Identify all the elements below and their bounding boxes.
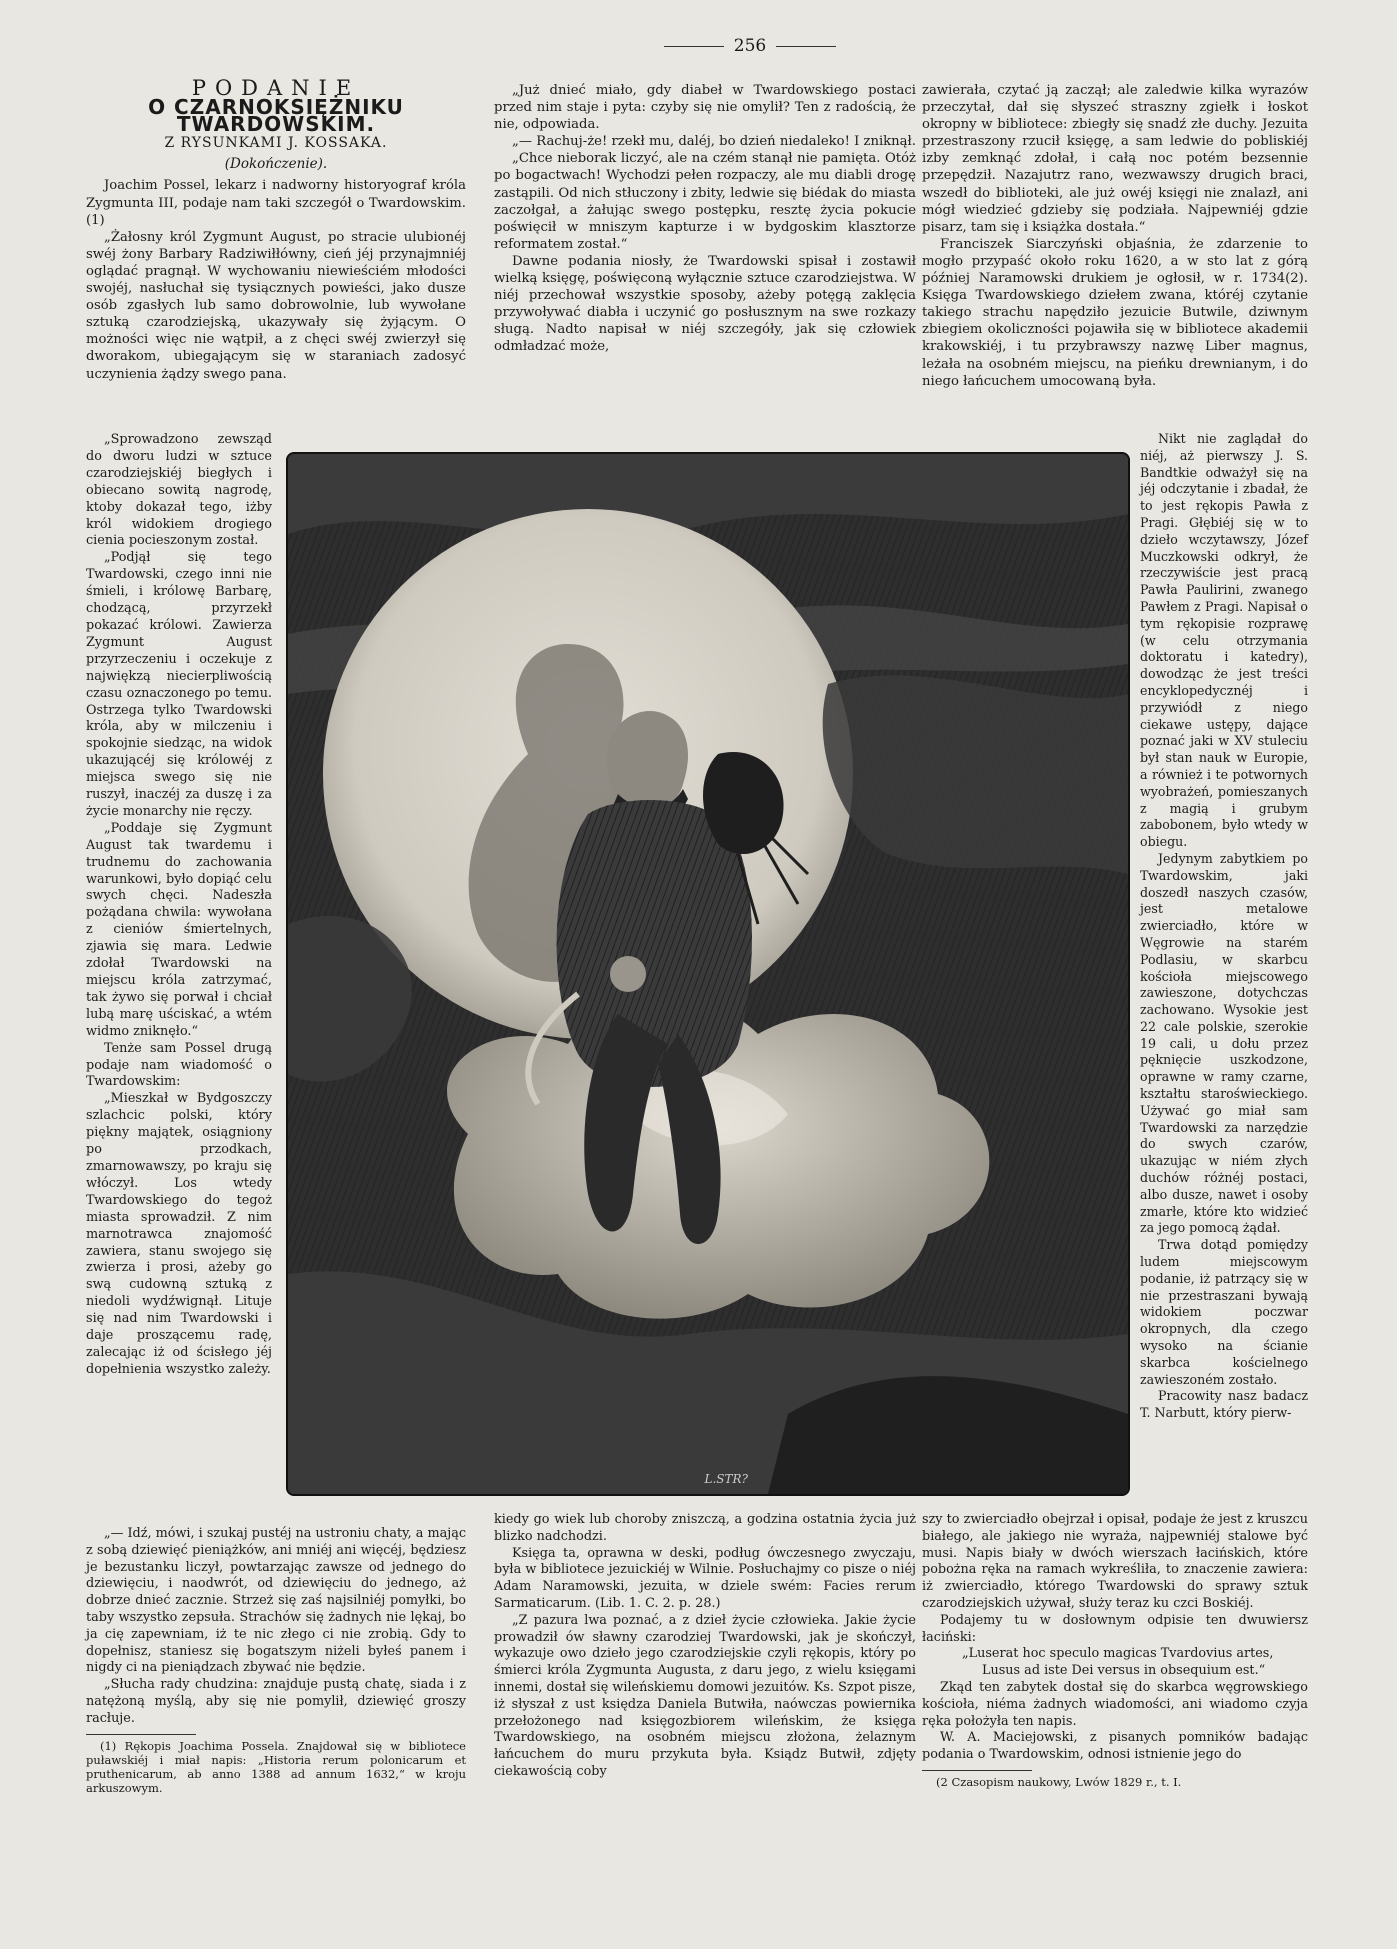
paragraph: Franciszek Siarczyński objaśnia, że zdarzenie to mogło przypaść około roku 1620, a w sto lat z górą później Naramowski drukiem je ogłosił, w r. 1734(2). Księga Twardowskiego dziełem zwana, któréj czytanie takiego strachu napędziło jezuicie Butwile, dziwnym zbiegiem okoliczności pojawiła się w bibliotece akademii krakowskiéj, i tu przybrawszy nazwę Liber magnus, leżała na osobném miejscu, na pieńku drewnianym, i do niego łańcuchem umocowaną była.: [922, 236, 1308, 389]
footnote-rule: [922, 1770, 1032, 1771]
paragraph: „Sprowadzono zewsząd do dworu ludzi w sztuce czarodziejskiéj biegłych i obiecano sowitą nagrodę, ktoby dokazał tego, iżby król widokiem drogiego cienia pocieszonym został.: [86, 432, 272, 549]
paragraph: Tenże sam Possel drugą podaje nam wiadomość o Twardowskim:: [86, 1040, 272, 1090]
column-3-narrow: [1140, 431, 1308, 1422]
paragraph: Nikt nie zaglądał do niéj, aż pierwszy J. S. Bandtkie odważył się na jéj odczytanie i zbadał, że to jest rękopis Pawła z Pragi. Głębiéj się w to dzieło wczytawszy, Józef Muczkowski odkrył, że rzeczywiście jest pracą Pawła Paulirini, zwanego Pawłem z Pragi. Napisał o tym rękopisie rozprawę (w celu otrzymania doktoratu i katedry), dowodząc że jest treści encyklopedycznéj i przywiódł z niego ciekawe ustępy, dające poznać jaki w XV stuleciu był stan nauk w Europie, a również i te potwornych wyobrażeń, pomieszanych z magią i grubym zabobonem, było wtedy w obiegu.: [1140, 431, 1308, 850]
paragraph: „Słucha rady chudzina: znajduje pustą chatę, siada i z natężoną myślą, aby się nie pomylił, dziewięć groszy racłuje.: [86, 1677, 466, 1726]
paragraph: Pracowity nasz badacz T. Narbutt, który pierw-: [1140, 1388, 1308, 1421]
footnote-rule: [86, 1734, 196, 1735]
title-line-1: PODANIE: [191, 76, 361, 100]
illustration-twardowski-moon: [286, 452, 1130, 1496]
page-number: 256: [620, 36, 880, 56]
paragraph: „Podjął się tego Twardowski, czego inni nie śmieli, i królowę Barbarę, chodzącą, przyrzekł pokazać królowi. Zawierza Zygmunt August przyrzeczeniu i oczekuje z najwiękzą niecierpliwością czasu oznaczonego po temu. Ostrzega tylko Twardowski króla, aby w milczeniu i spokojnie siedząc, na widok ukazującéj się królowéj z miejsca swego się nie ruszył, inaczéj za duszę i za życie monarchy nie ręczy.: [86, 550, 272, 819]
column-3-bottom: [922, 1512, 1308, 1789]
verse-line: „Luserat hoc speculo magicas Tvardovius artes,: [962, 1646, 1274, 1662]
paragraph: „Mieszkał w Bydgoszczy szlachcic polski, który piękny majątek, osiągniony po przodkach, zmarnowawszy, po kraju się włóczył. Los wtedy Twardowskiego do tegoż miasta sprowadził. Z nim marnotrawca znajomość zawiera, stanu swojego się zwierza i prosi, ażeby go swą cudowną sztuką z niedoli wydźwignął. Lituje się nad nim Twardowski i daje proszącemu radę, zalecając iż od ścisłego jéj dopełnienia wszystko zależy.: [86, 1091, 272, 1377]
paragraph: kiedy go wiek lub choroby zniszczą, a godzina ostatnia życia już blizko nadchodzi.: [494, 1512, 916, 1544]
paragraph: Zkąd ten zabytek dostał się do skarbca węgrowskiego kościoła, niéma żadnych wiadomości, ani wiadomo czyja ręka położyła ten napis.: [922, 1679, 1308, 1729]
paragraph: W. A. Maciejowski, z pisanych pomników badając podania o Twardowskim, odnosi istnienie jego do: [922, 1730, 1308, 1763]
paragraph: „Z pazura lwa poznać, a z dzieł życie człowieka. Jakie życie prowadził ów sławny czarodziej Twardowski, jak je skończył, wykazuje owo dzieło jego czarodziejskie czyli rękopis, który po śmierci króla Zygmunta Augusta, z daru jego, z wielu księgami innemi, dostał się wileńskiemu domowi jezuitów. Ks. Szpot pisze, iż słyszał z ust księdza Daniela Butwiła, naówczas powiernika przełożonego nad księgozbiorem wileńskim, że księga Twardowskiego, na osobném miejscu złożona, żelaznym łańcuchem do muru przykuta była. Ksiądz Butwił, zdjęty ciekawością coby: [494, 1612, 916, 1779]
paragraph: szy to zwierciadło obejrzał i opisał, podaje że jest z kruszcu białego, ale jakiego nie wyraża, najpewniéj stalowe być musi. Napis biały w dwóch wierszach łacińskich, które pobożna ręka na ramach wykreśliła, to znaczenie zawiera: iż zwierciadło, którego Twardowski do sprawy sztuk czarodziejskich używał, służy teraz ku czci Boskiéj.: [922, 1512, 1308, 1611]
paragraph: Dawne podania niosły, że Twardowski spisał i zostawił wielką księgę, poświęconą wyłącznie sztuce czarodziejstwa. W niéj przechował wszystkie sposoby, ażeby potęgą zaklęcia przywoływać diabła i uczynić go posłusznym na swe rozkazy sługą. Nadto napisał w niéj szczegóły, jak się człowiek odmładzać może,: [494, 253, 916, 355]
title-line-3: Z RYSUNKAMI J. KOSSAKA.: [164, 135, 388, 152]
paragraph: „Już dnieć miało, gdy diabeł w Twardowskiego postaci przed nim staje i pyta: czyby się nie omylił? Ten z radością, że nie, odpowiada.: [494, 83, 916, 133]
paragraph: zawierała, czytać ją zaczął; ale zaledwie kilka wyrazów przeczytał, dał się słyszeć straszny zgiełk i łoskot okropny w bibliotece: zbiegły się snadź złe duchy. Jezuita przestraszony rzucił księgę, a sam ledwie do pobliskiéj izby zemknąć zdołał, i całą noc potém bezsennie przepędził. Nazajutrz rano, wezwawszy drugich braci, wszedł do biblioteki, ale już owéj księgi nie znalazł, ani mógł wiedzieć gdzieby się podziała. Najpewniéj gdzie pisarz, tam się i książka dostała.“: [922, 83, 1308, 235]
paragraph: „— Idź, mówi, i szukaj pustéj na ustroniu chaty, a mając z sobą dziewięć pieniążków, ani mniéj ani więcéj, będziesz je bezustanku liczył, powtarzając zawsze od jednego do dziewięciu, i naodwrót, od dziewięciu do jednego, aż dobrze dnieć zacznie. Strzeż się zaś najsilniéj pomyłki, bo taby wszystko zepsuła. Strachów się żadnych nie lękaj, bo ja cię zapewniam, iż te nic złego ci nie zrobią. Gdy to dopełnisz, staniesz się bogatszym niżeli byłeś panem i nigdy ci na pieniądzach zbywać nie będzie.: [86, 1526, 466, 1676]
verse-line: Lusus ad iste Dei versus in obsequium est.“: [982, 1663, 1266, 1679]
paragraph: „Chce nieborak liczyć, ale na czém stanął nie pamięta. Otóż po bogactwach! Wychodzi pełen rozpaczy, ale mu diabli drogę zastąpili. Od nich stłuczony i zbity, ledwie się biédak do miasta zaczołgał, a żałując swego postępku, resztę życia pokucie poświęcił w mniszym kapturze i w bydgoskim klasztorze reformatem został.“: [494, 151, 916, 252]
engraving: [288, 454, 1128, 1494]
paragraph: „Poddaje się Zygmunt August tak twardemu i trudnemu do zachowania warunkowi, było dopiąć celu swych chęci. Nadeszła pożądana chwila: wywołana z cieniów śmiertelnych, zjawia się mara. Ledwie zdołał Twardowski na miejscu króla zatrzymać, tak żywo się porwał i chciał lubą marę uściskać, a wtém widmo zniknęło.“: [86, 820, 272, 1039]
paragraph: Trwa dotąd pomiędzy ludem miejscowym podanie, iż patrzący się w nie przestraszani bywają widokiem poczwar okropnych, dla czego wysoko na ścianie skarbca kościelnego zawieszoném zostało.: [1140, 1237, 1308, 1387]
title-line-4: (Dokończenie).: [224, 156, 328, 173]
footnote-1: (1) Rękopis Joachima Possela. Znajdował się w bibliotece puławskiéj i miał napis: „Historia rerum polonicarum et pruthenicarum, ab anno 1388 ad annum 1632,“ w kroju arkuszowym.: [86, 1738, 466, 1795]
paragraph: Jedynym zabytkiem po Twardowskim, jaki doszedł naszych czasów, jest metalowe zwierciadło, które w Węgrowie na starém Podlasiu, w skarbcu kościoła miejscowego zawieszone, dotychczas zachowano. Wysokie jest 22 cale polskie, szerokie 19 cali, u dołu przez pęknięcie uszkodzone, oprawne w ramy czarne, kształtu staroświeckiego. Używać go miał sam Twardowski za narzędzie do swych czarów, ukazując w niém złych duchów różnéj postaci, albo dusze, nawet i osoby zmarłe, które kto widzieć za jego pomocą żądał.: [1140, 850, 1308, 1236]
paragraph: Księga ta, oprawna w deski, podług ówczesnego zwyczaju, była w bibliotece jezuickiéj w Wilnie. Posłuchajmy co pisze o niéj Adam Naramowski, jezuita, w dziele swém: Facies rerum Sarmaticarum. (Lib. 1. C. 2. p. 28.): [494, 1545, 916, 1611]
title-line-2: O CZARNOKSIĘŻNIKU TWARDOWSKIM.: [148, 95, 404, 137]
column-1-top: [86, 76, 466, 383]
paragraph: „Żałosny król Zygmunt August, po stracie ulubionéj swéj żony Barbary Radziwiłłówny, cień jéj przynajmniéj oglądać pragnął. W wychowaniu niewieściém młodości swojéj, nasłuchał się tysiącznych powieści, jako dusze osób zgasłych lub samo dobrowolnie, lub wywołane sztuką czarodziejską, ukazywały się żyjącym. O możności więc nie wątpił, a z chęci swéj zwierzył się dworakom, ubiegającym się w staraniach zadosyć uczynienia żądzy swego pana.: [86, 229, 466, 382]
column-1-bottom: [86, 1526, 466, 1795]
column-3-top: [922, 82, 1308, 390]
footnote-2: (2 Czasopism naukowy, Lwów 1829 r., t. I.: [936, 1774, 1182, 1789]
column-2-bottom: [494, 1512, 916, 1781]
column-1-narrow: [86, 432, 272, 1379]
artist-signature: L.STR?: [704, 1472, 748, 1486]
paragraph: Joachim Possel, lekarz i nadworny historyograf króla Zygmunta III, podaje nam taki szczegół o Twardowskim. (1): [86, 178, 466, 228]
column-2-top: [494, 82, 916, 356]
paragraph: „— Rachuj-że! rzekł mu, daléj, bo dzień niedaleko! I zniknął.: [512, 134, 916, 150]
paragraph: Podajemy tu w dosłownym odpisie ten dwuwiersz łaciński:: [922, 1612, 1308, 1645]
